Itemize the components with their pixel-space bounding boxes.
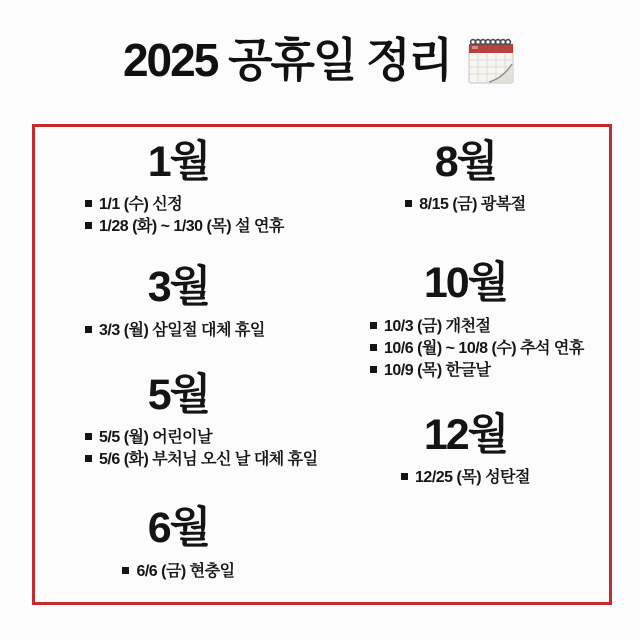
month-heading: 1월 bbox=[147, 138, 210, 186]
holiday-item bbox=[85, 216, 322, 238]
holiday-item bbox=[370, 360, 609, 382]
square-bullet-icon bbox=[85, 326, 92, 333]
spiral-calendar-icon bbox=[465, 34, 517, 86]
month-section-march bbox=[35, 264, 322, 341]
square-bullet-icon bbox=[370, 344, 377, 351]
holiday-item bbox=[322, 194, 609, 216]
holiday-text: 6/6 (금) 현충일 bbox=[136, 562, 235, 580]
holiday-text: 10/9 (목) 한글날 bbox=[384, 361, 491, 379]
holiday-list bbox=[35, 427, 322, 471]
page-title bbox=[0, 34, 640, 87]
right-column bbox=[322, 127, 609, 602]
holiday-list bbox=[35, 194, 322, 238]
square-bullet-icon bbox=[122, 567, 129, 574]
month-section-december bbox=[322, 412, 609, 489]
square-bullet-icon bbox=[405, 200, 412, 207]
holiday-text: 1/28 (화) ~ 1/30 (목) 설 연휴 bbox=[99, 218, 284, 236]
month-heading: 3월 bbox=[147, 263, 210, 312]
month-section-june bbox=[35, 505, 322, 582]
holiday-item bbox=[85, 449, 322, 471]
holiday-item bbox=[35, 561, 322, 583]
month-section-may bbox=[35, 372, 322, 471]
holiday-text: 8/15 (금) 광복절 bbox=[419, 196, 526, 214]
holiday-text: 3/3 (월) 삼일절 대체 휴일 bbox=[99, 321, 265, 339]
month-heading: 8월 bbox=[434, 138, 497, 186]
holiday-item bbox=[322, 467, 609, 489]
left-column bbox=[35, 127, 322, 602]
holiday-item bbox=[85, 194, 322, 216]
holiday-list bbox=[322, 467, 609, 489]
holiday-list bbox=[35, 561, 322, 583]
month-section-october bbox=[322, 260, 609, 381]
holiday-item bbox=[370, 338, 609, 360]
holiday-list bbox=[322, 316, 609, 382]
page-title-text: 2025 공휴일 정리 bbox=[122, 34, 452, 86]
holiday-text: 5/6 (화) 부처님 오신 날 대체 휴일 bbox=[99, 451, 318, 469]
holiday-text: 1/1 (수) 신정 bbox=[99, 196, 183, 214]
holiday-text: 5/5 (월) 어린이날 bbox=[99, 429, 213, 447]
holiday-item bbox=[85, 427, 322, 449]
month-section-august bbox=[322, 139, 609, 216]
square-bullet-icon bbox=[401, 473, 408, 480]
holiday-item bbox=[85, 320, 322, 342]
square-bullet-icon bbox=[85, 200, 92, 207]
square-bullet-icon bbox=[370, 366, 377, 373]
holiday-list bbox=[35, 320, 322, 342]
month-heading: 6월 bbox=[147, 504, 210, 553]
square-bullet-icon bbox=[85, 433, 92, 440]
month-heading: 10월 bbox=[423, 259, 508, 308]
month-section-january bbox=[35, 139, 322, 238]
holiday-text: 10/3 (금) 개천절 bbox=[384, 317, 491, 335]
holiday-text: 12/25 (목) 성탄절 bbox=[415, 469, 530, 487]
square-bullet-icon bbox=[370, 322, 377, 329]
square-bullet-icon bbox=[85, 455, 92, 462]
holiday-board bbox=[32, 124, 612, 605]
holiday-text: 10/6 (월) ~ 10/8 (수) 추석 연휴 bbox=[384, 339, 584, 357]
month-heading: 12월 bbox=[423, 410, 508, 459]
month-heading: 5월 bbox=[147, 370, 210, 419]
holiday-item bbox=[370, 316, 609, 338]
holiday-list bbox=[322, 194, 609, 216]
square-bullet-icon bbox=[85, 222, 92, 229]
